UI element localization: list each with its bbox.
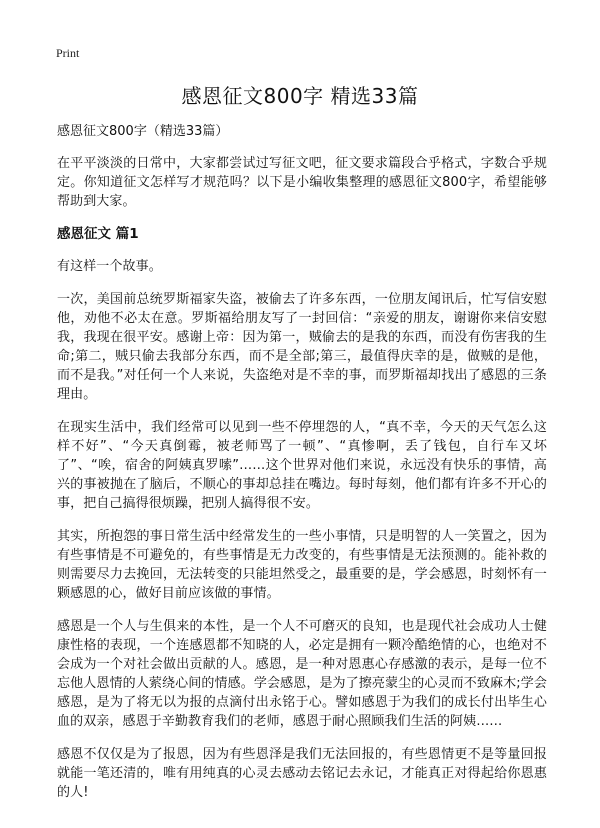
print-link[interactable]: Print [56,46,80,60]
paragraph-6: 感恩不仅仅是为了报恩，因为有些恩泽是我们无法回报的，有些恩情更不是等量回报就能一笔还清的，唯有用纯真的心灵去感动去铭记去永记，才能真正对得起给你恩惠的人! [57,747,547,800]
paragraph-1: 有这样一个故事。 [57,259,162,274]
page-title: 感恩征文800字 精选33篇 [181,84,419,108]
paragraph-5: 感恩是一个人与生俱来的本性，是一个人不可磨灭的良知，也是现代社会成功人士健康性格的表现，一个连感恩都不知晓的人，必定是拥有一颗冷酷绝情的心，也绝对不会成为一个对社会做出贡献的人。感恩，是一种对恩惠心存感激的表示，是每一位不忘他人恩情的人萦绕心间的情感。学会感恩，是为了擦亮蒙尘的心灵而不致麻木;学会感恩，是为了将无以为报的点滴付出永铭于心。譬如感恩于为我们的成长付出毕生心血的双亲，感恩于辛勤教育我们的老师，感恩于耐心照顾我们生活的阿姨…… [57,619,547,729]
article-body [57,122,547,816]
paragraph-3: 在现实生活中，我们经常可以见到一些不停埋怨的人，“真不幸，今天的天气怎么这样不好”、“今天真倒霉，被老师骂了一顿”、“真惨啊，丢了钱包，自行车又坏了”、“唉，宿舍的阿姨真罗嗦”……这个世界对他们来说，永远没有快乐的事情，高兴的事被抛在了脑后，不顺心的事却总挂在嘴边。每时每刻，他们都有许多不开心的事，把自己搞得很烦躁，把别人搞得很不安。 [57,420,547,511]
intro-paragraph: 在平平淡淡的日常中，大家都尝试过写征文吧，征文要求篇段合乎格式，字数合乎规定。你知道征文怎样写才规范吗？以下是小编收集整理的感恩征文800字，希望能够帮助到大家。 [57,156,547,209]
subtitle: 感恩征文800字（精选33篇） [57,124,229,139]
section-heading: 感恩征文 篇1 [57,226,139,242]
paragraph-4: 其实，所抱怨的事日常生活中经常发生的一些小事情，只是明智的人一笑置之，因为有些事情是不可避免的，有些事情是无力改变的，有些事情是无法预测的。能补救的则需要尽力去挽回，无法转变的只能坦然受之，最重要的是，学会感恩，时刻怀有一颗感恩的心，做好目前应该做的事情。 [57,529,547,601]
paragraph-2: 一次，美国前总统罗斯福家失盗，被偷去了许多东西，一位朋友闻讯后，忙写信安慰他，劝他不必太在意。罗斯福给朋友写了一封回信：“亲爱的朋友，谢谢你来信安慰我，我现在很平安。感谢上帝：因为第一，贼偷去的是我的东西，而没有伤害我的生命;第二，贼只偷去我部分东西，而不是全部;第三，最值得庆幸的是，做贼的是他，而不是我。”对任何一个人来说，失盗绝对是不幸的事，而罗斯福却找出了感恩的三条理由。 [57,292,547,402]
